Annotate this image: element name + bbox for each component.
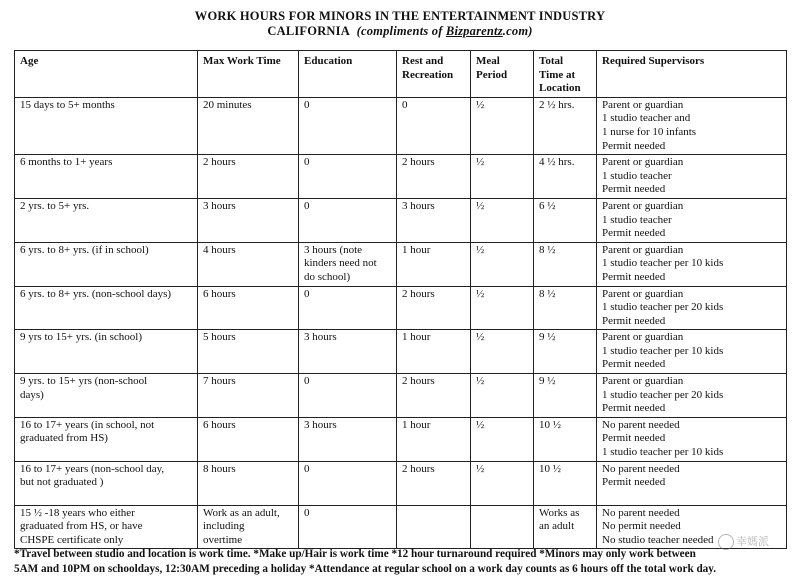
cell-total-time [534,330,597,374]
cell-meal-period [471,330,534,374]
cell-text: 1 studio teacher per 10 kids [602,257,724,270]
cell-text: 8 hours [203,462,236,475]
cell-age [15,417,198,461]
cell-text: Work as an adult, [203,506,280,519]
watermark-logo-icon [718,534,734,550]
cell-supervisors [597,417,787,461]
cell-total-time [534,417,597,461]
cell-text: 1 studio teacher [602,213,672,226]
cell-text: days) [20,388,44,401]
cell-text: 15 days to 5+ months [20,98,115,111]
cell-max-work-time [198,155,299,199]
cell-text: 0 [304,375,310,388]
cell-age [15,155,198,199]
cell-text: ½ [476,199,485,212]
cell-education [299,155,397,199]
cell-text: ½ [476,418,485,431]
cell-text: Works as [539,506,580,519]
cell-supervisors [597,198,787,242]
cell-text: Permit needed [602,227,666,240]
table-row [15,330,787,374]
cell-text: 6 months to 1+ years [20,156,113,169]
cell-total-time [534,97,597,154]
cell-supervisors [597,97,787,154]
cell-max-work-time [198,286,299,330]
cell-text: 1 studio teacher per 10 kids [602,446,724,459]
header-rest-recreation [397,51,471,98]
cell-text: 0 [304,462,310,475]
cell-text: Parent or guardian [602,375,684,388]
cell-max-work-time [198,330,299,374]
footnote-line-2: 5AM and 10PM on schooldays, 12:30AM preceding a holiday *Attendance at regular school on a work day counts as 6 hours off the total work day. [14,563,717,575]
state-name: CALIFORNIA [267,24,350,38]
cell-education [299,286,397,330]
cell-text: overtime [203,533,243,546]
cell-text: No permit needed [602,520,681,533]
cell-text: 6 yrs. to 8+ yrs. (non-school days) [20,287,172,300]
table-row [15,374,787,418]
cell-text: 1 studio teacher and [602,112,691,125]
cell-meal-period [471,374,534,418]
cell-text: 2 ½ hrs. [539,98,575,111]
cell-total-time [534,374,597,418]
cell-text: ½ [476,287,485,300]
header-meal-period [471,51,534,98]
cell-total-time [534,461,597,505]
cell-text: 16 to 17+ years (non-school day, [20,462,165,475]
table-header-row [15,51,787,98]
cell-text: 0 [304,199,310,212]
cell-supervisors [597,242,787,286]
cell-max-work-time [198,374,299,418]
credit-text: (compliments of Bizparentz.com) [356,24,533,38]
cell-text: Permit needed [602,183,666,196]
cell-text: 1 studio teacher [602,169,672,182]
cell-text: 1 hour [402,418,431,431]
table-row [15,286,787,330]
cell-education [299,198,397,242]
cell-text: 7 hours [203,375,236,388]
cell-text: 2 hours [402,287,435,300]
cell-text: 0 [304,287,310,300]
cell-text: ½ [476,462,485,475]
cell-text: 0 [402,98,408,111]
cell-rest-recreation [397,198,471,242]
cell-text: Parent or guardian [602,331,684,344]
cell-text: 9 yrs. to 15+ yrs (non-school [20,375,148,388]
work-hours-table [14,50,787,549]
cell-text: Parent or guardian [602,287,684,300]
table-row [15,461,787,505]
cell-text: Permit needed [602,432,666,445]
cell-age [15,198,198,242]
cell-age [15,461,198,505]
cell-text: No studio teacher needed [602,533,714,546]
cell-text: No parent needed [602,462,680,475]
cell-text: Permit needed [602,314,666,327]
cell-text: 5 hours [203,331,236,344]
cell-text: Parent or guardian [602,243,684,256]
table-row [15,155,787,199]
watermark-text: 幸媽派 [736,535,769,548]
cell-age [15,505,198,549]
cell-age [15,286,198,330]
header-education [299,51,397,98]
cell-max-work-time [198,417,299,461]
cell-max-work-time [198,198,299,242]
cell-text: 8 ½ [539,243,556,256]
cell-rest-recreation [397,374,471,418]
cell-age [15,242,198,286]
header-text: Period [476,68,508,81]
cell-text: 4 ½ hrs. [539,156,575,169]
cell-text: 3 hours (note [304,243,363,256]
cell-rest-recreation [397,461,471,505]
cell-supervisors [597,286,787,330]
credit-site: Bizparentz [445,24,503,38]
document-title: WORK HOURS FOR MINORS IN THE ENTERTAINMENT INDUSTRY [194,9,606,23]
cell-text: ½ [476,98,485,111]
cell-rest-recreation [397,286,471,330]
cell-education [299,374,397,418]
cell-text: Permit needed [602,139,666,152]
header-text: Max Work Time [203,55,281,67]
cell-meal-period [471,97,534,154]
cell-meal-period [471,286,534,330]
header-text: Location [539,82,581,95]
cell-age [15,330,198,374]
cell-supervisors [597,330,787,374]
footnote-line-1: *Travel between studio and location is work time. *Make up/Hair is work time *12 hour turnaround required *Minors may only work between [14,548,696,560]
cell-meal-period [471,417,534,461]
cell-rest-recreation [397,505,471,549]
cell-education [299,417,397,461]
cell-max-work-time [198,461,299,505]
table-row [15,242,787,286]
header-age [15,51,198,98]
header-max-work-time [198,51,299,98]
cell-age [15,374,198,418]
cell-text: 2 hours [203,156,236,169]
cell-text: 2 hours [402,462,435,475]
header-text: Total [539,55,564,67]
cell-text: 0 [304,506,310,519]
cell-text: No parent needed [602,506,680,519]
cell-text: 2 hours [402,375,435,388]
document-subtitle [0,24,800,39]
cell-text: 9 ½ [539,331,556,344]
cell-supervisors [597,461,787,505]
header-text: Time at [539,68,576,81]
cell-text: Permit needed [602,270,666,283]
cell-text: Parent or guardian [602,156,684,169]
cell-text: 9 yrs to 15+ yrs. (in school) [20,331,142,344]
cell-text: 20 minutes [203,98,252,111]
cell-text: 1 hour [402,331,431,344]
cell-text: 1 studio teacher per 20 kids [602,301,724,314]
cell-education [299,505,397,549]
cell-text: 1 studio teacher per 20 kids [602,388,724,401]
cell-text: 1 hour [402,243,431,256]
cell-rest-recreation [397,417,471,461]
cell-total-time [534,286,597,330]
cell-text: 9 ½ [539,375,556,388]
cell-text: 3 hours [304,331,337,344]
cell-text: kinders need not [304,257,377,270]
cell-text: 10 ½ [539,418,561,431]
cell-text: graduated from HS, or have [20,520,143,533]
cell-text: 2 hours [402,156,435,169]
header-text: Meal [476,55,500,67]
header-supervisors [597,51,787,98]
cell-text: 1 studio teacher per 10 kids [602,344,724,357]
cell-text: 6 hours [203,287,236,300]
cell-text: including [203,520,245,533]
header-text: Recreation [402,68,454,81]
cell-text: 1 nurse for 10 infants [602,125,697,138]
cell-total-time [534,505,597,549]
cell-text: do school) [304,270,351,283]
cell-text: 3 hours [402,199,435,212]
cell-text: Parent or guardian [602,98,684,111]
cell-text: an adult [539,520,575,533]
cell-text: 0 [304,156,310,169]
cell-meal-period [471,155,534,199]
cell-meal-period [471,461,534,505]
cell-text: ½ [476,243,485,256]
table-row [15,505,787,549]
cell-meal-period [471,505,534,549]
cell-education [299,461,397,505]
cell-max-work-time [198,97,299,154]
cell-text: Permit needed [602,358,666,371]
cell-text: 3 hours [304,418,337,431]
cell-text: 15 ½ -18 years who either [20,506,135,519]
cell-text: graduated from HS) [20,432,108,445]
cell-text: 0 [304,98,310,111]
cell-age [15,97,198,154]
cell-text: 10 ½ [539,462,561,475]
cell-text: No parent needed [602,418,680,431]
cell-text: Permit needed [602,476,666,489]
cell-rest-recreation [397,155,471,199]
cell-max-work-time [198,242,299,286]
cell-text: Parent or guardian [602,199,684,212]
cell-text: 8 ½ [539,287,556,300]
cell-text: 6 yrs. to 8+ yrs. (if in school) [20,243,149,256]
cell-text: ½ [476,156,485,169]
cell-text: CHSPE certificate only [20,533,124,546]
cell-rest-recreation [397,330,471,374]
cell-education [299,242,397,286]
cell-education [299,97,397,154]
cell-supervisors [597,155,787,199]
header-text: Education [304,55,353,67]
cell-total-time [534,155,597,199]
table-row [15,198,787,242]
cell-total-time [534,198,597,242]
cell-education [299,330,397,374]
cell-text: 2 yrs. to 5+ yrs. [20,199,90,212]
header-text: Rest and [402,55,444,67]
header-text: Required Supervisors [602,55,705,67]
cell-text: ½ [476,375,485,388]
cell-rest-recreation [397,242,471,286]
header-total-time [534,51,597,98]
watermark [718,533,782,549]
cell-text: Permit needed [602,402,666,415]
cell-text: 4 hours [203,243,236,256]
cell-max-work-time [198,505,299,549]
cell-meal-period [471,198,534,242]
cell-text: but not graduated ) [20,476,104,489]
cell-text: 3 hours [203,199,236,212]
cell-text: 6 hours [203,418,236,431]
cell-text: 16 to 17+ years (in school, not [20,418,155,431]
cell-supervisors [597,374,787,418]
header-text: Age [20,55,39,67]
table-row [15,97,787,154]
cell-text: ½ [476,331,485,344]
cell-text: 6 ½ [539,199,556,212]
cell-meal-period [471,242,534,286]
table-row [15,417,787,461]
cell-rest-recreation [397,97,471,154]
cell-total-time [534,242,597,286]
